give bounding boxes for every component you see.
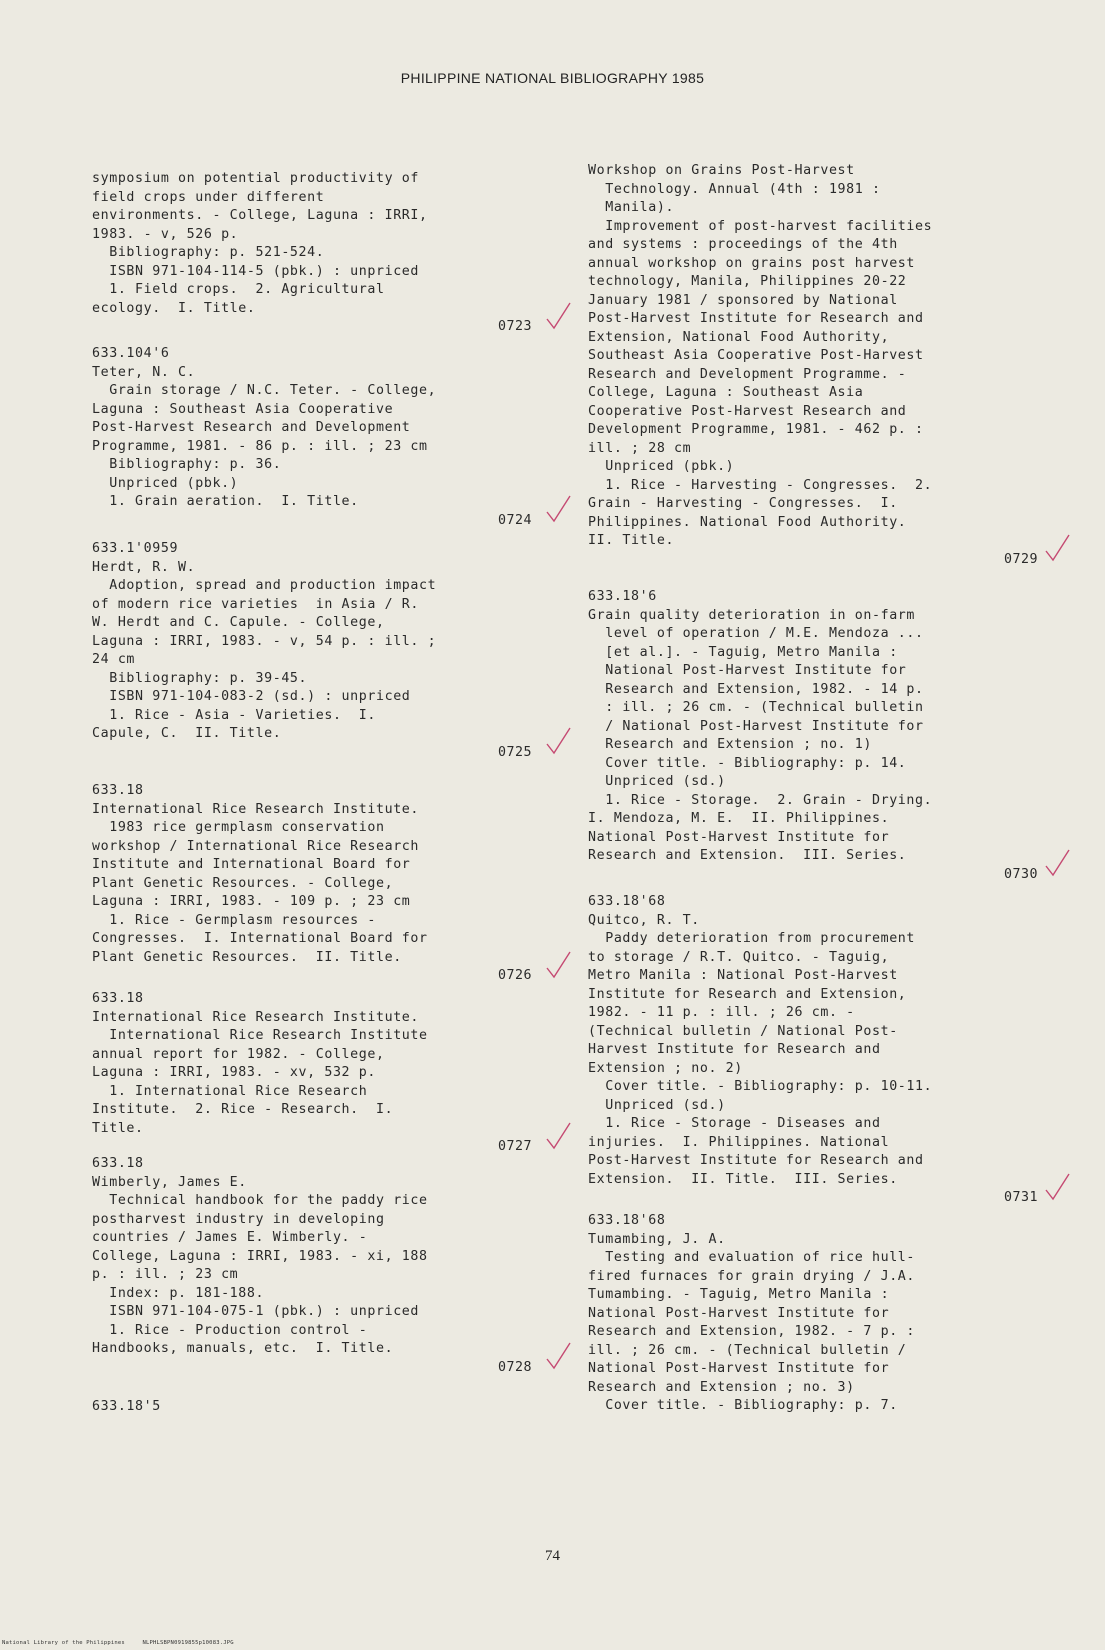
entry-line: Cooperative Post-Harvest Research and [588,403,907,419]
entry-line: Research and Extension. III. Series. [588,848,907,863]
entry-line: II. Title. [588,533,675,548]
left-entry [92,170,542,337]
entry-line: Adoption, spread and production impact [92,578,437,593]
entry-line: ill. ; 26 cm. - (Technical bulletin / [588,1342,907,1358]
entry-line: Congresses. I. International Board for [92,931,428,946]
left-entry [92,540,542,762]
accession-number: 0731 [1003,1190,1038,1205]
accession-number: 0725 [497,744,532,760]
entry-line: Teter, N. C. [92,364,196,380]
entry-line: Cover title. - Bibliography: p. 7. [588,1398,898,1413]
entry-line: National Post-Harvest Institute for [588,1361,890,1376]
page-header: PHILIPPINE NATIONAL BIBLIOGRAPHY 1985 [400,70,705,86]
footer-file-ref: NLPHLSBPN0919855p10083.JPG [142,1640,234,1646]
entry-line: ISBN 971-104-075-1 (pbk.) : unpriced [92,1304,420,1319]
entry-line: of modern rice varieties in Asia / R. [92,596,420,612]
entry-line: 633.104'6 [92,346,170,361]
entry-line: workshop / International Rice Research [92,838,420,854]
entry-line: Programme, 1981. - 86 p. : ill. ; 23 cm [92,438,428,454]
check-mark-icon [1043,1172,1071,1202]
entry-line: Bibliography: p. 36. [92,457,282,472]
entry-line: postharvest industry in developing [92,1211,385,1227]
footer-library: National Library of the Philippines [2,1640,125,1646]
accession-number: 0727 [497,1139,532,1154]
entry-line: 633.18'68 [588,1213,666,1228]
entry-line: 1. Rice - Storage - Diseases and [588,1116,881,1131]
entry-line: Extension ; no. 2) [588,1060,743,1076]
entry-line: Research and Extension, 1982. - 14 p. [588,681,924,697]
entry-line: International Rice Research Institute. [92,1009,420,1025]
right-entry [588,1212,1038,1416]
entry-line: Title. [92,1120,144,1136]
entry-line: Philippines. National Food Authority. [588,514,907,530]
entry-line: Extension. II. Title. III. Series. [588,1171,898,1187]
check-mark-icon [544,1341,572,1371]
entry-line: Tumambing. - Taguig, Metro Manila : [588,1287,890,1302]
entry-line: Cover title. - Bibliography: p. 14. [588,755,907,771]
entry-line: Wimberly, James E. [92,1174,247,1190]
entry-line: Testing and evaluation of rice hull- [588,1250,916,1265]
check-mark-icon [544,494,572,524]
entry-line: Bibliography: p. 39-45. [92,670,308,686]
entry-line: National Post-Harvest Institute for [588,663,907,678]
entry-line: Institute and International Board for [92,857,411,872]
entry-line: 633.18'6 [588,589,657,604]
check-mark-icon [1043,533,1071,563]
right-entry [588,162,1038,569]
entry-line: Index: p. 181-188. [92,1285,265,1301]
entry-line: ill. ; 28 cm [588,440,692,456]
entry-line: Harvest Institute for Research and [588,1042,881,1057]
check-mark-icon [544,301,572,331]
entry-line: W. Herdt and C. Capule. - College, [92,615,385,630]
entry-line: Research and Development Programme. - [588,366,907,382]
entry-line: Technical handbook for the paddy rice [92,1193,428,1208]
entry-line: Post-Harvest Research and Development [92,420,411,435]
check-mark-icon [1043,848,1071,878]
entry-line: to storage / R.T. Quitco. - Taguig, [588,949,890,965]
entry-line: annual workshop on grains post harvest [588,255,916,271]
entry-line: 633.18'68 [588,894,666,909]
entry-line: Herdt, R. W. [92,559,196,575]
accession-number: 0730 [1003,866,1038,882]
entry-line: field crops under different [92,189,325,205]
entry-line: Grain quality deterioration in on-farm [588,607,916,623]
entry-line: ecology. I. Title. [92,300,256,316]
footer-caption [2,1640,234,1646]
entry-line: 1. Rice - Germplasm resources - [92,912,376,928]
entry-line: Tumambing, J. A. [588,1231,726,1247]
entry-line: Unpriced (sd.) [588,1097,726,1113]
entry-line: countries / James E. Wimberly. - [92,1230,368,1245]
left-entry [92,1155,542,1377]
entry-line: Metro Manila : National Post-Harvest [588,968,898,983]
entry-line: 1. Rice - Harvesting - Congresses. 2. [588,477,933,493]
entry-line: Workshop on Grains Post-Harvest [588,163,855,178]
entry-line: Extension, National Food Authority, [588,329,890,345]
entry-line: 633.18 [92,1156,144,1171]
entry-line: I. Mendoza, M. E. II. Philippines. [588,811,890,826]
entry-line: Manila). [588,200,675,215]
entry-line: level of operation / M.E. Mendoza ... [588,626,924,641]
entry-line: 1. Field crops. 2. Agricultural [92,282,385,297]
entry-line: / National Post-Harvest Institute for [588,718,924,734]
entry-line: fired furnaces for grain drying / J.A. [588,1268,916,1284]
left-entry [92,1398,542,1417]
entry-line: Paddy deterioration from procurement [588,931,916,946]
entry-line: International Rice Research Institute [92,1028,428,1043]
entry-line: Post-Harvest Institute for Research and [588,311,924,326]
entry-line: ISBN 971-104-114-5 (pbk.) : unpriced [92,263,420,279]
left-entry [92,782,542,986]
entry-line: Bibliography: p. 521-524. [92,245,325,260]
entry-line: College, Laguna : Southeast Asia [588,385,864,400]
entry-line: Unpriced (pbk.) [588,459,735,474]
left-entry [92,345,542,530]
entry-line: and systems : proceedings of the 4th [588,237,898,252]
entry-line: College, Laguna : IRRI, 1983. - xi, 188 [92,1248,428,1264]
entry-line: Grain - Harvesting - Congresses. I. [588,496,898,511]
page-number: 74 [545,1548,560,1564]
entry-line: Research and Extension, 1982. - 7 p. : [588,1324,916,1339]
accession-number: 0724 [497,512,532,528]
entry-line: technology, Manila, Philippines 20-22 [588,274,907,289]
entry-line: Handbooks, manuals, etc. I. Title. [92,1341,394,1356]
entry-line: 633.18'5 [92,1399,161,1414]
check-mark-icon [544,726,572,756]
entry-line: International Rice Research Institute. [92,801,420,817]
entry-line: Laguna : IRRI, 1983. - v, 54 p. : ill. ; [92,633,437,649]
entry-line: Unpriced (pbk.) [92,475,239,491]
entry-line: 633.1'0959 [92,541,179,556]
entry-line: Capule, C. II. Title. [92,726,282,741]
entry-line: Research and Extension ; no. 1) [588,737,872,752]
entry-line: January 1981 / sponsored by National [588,292,898,308]
entry-line: 1983 rice germplasm conservation [92,820,385,835]
entry-line: Laguna : Southeast Asia Cooperative [92,401,394,417]
entry-line: Development Programme, 1981. - 462 p. : [588,422,924,437]
accession-number: 0729 [1003,551,1038,567]
right-entry [588,588,1038,884]
entry-line: 1983. - v, 526 p. [92,226,239,242]
entry-line: 24 cm [92,652,136,667]
entry-line: Southeast Asia Cooperative Post-Harvest [588,348,924,363]
entry-line: [et al.]. - Taguig, Metro Manila : [588,644,898,660]
entry-line: Laguna : IRRI, 1983. - 109 p. ; 23 cm [92,894,411,909]
entry-line: 633.18 [92,991,144,1006]
entry-line: National Post-Harvest Institute for [588,829,890,845]
entry-line: 1982. - 11 p. : ill. ; 26 cm. - [588,1005,855,1020]
entry-line: Research and Extension ; no. 3) [588,1379,855,1395]
entry-line: Institute. 2. Rice - Research. I. [92,1102,394,1117]
entry-line: Plant Genetic Resources. - College, [92,875,394,891]
entry-line: Unpriced (sd.) [588,774,726,789]
entry-line: 1. Rice - Production control - [92,1322,368,1338]
check-mark-icon [544,950,572,980]
accession-number: 0728 [497,1359,532,1375]
entry-line: Institute for Research and Extension, [588,986,907,1002]
entry-line: Laguna : IRRI, 1983. - xv, 532 p. [92,1065,376,1080]
entry-line: 1. Rice - Storage. 2. Grain - Drying. [588,792,933,808]
entry-line: injuries. I. Philippines. National [588,1134,890,1150]
entry-line: p. : ill. ; 23 cm [92,1267,239,1282]
left-entry [92,990,542,1157]
entry-line: ISBN 971-104-083-2 (sd.) : unpriced [92,689,411,704]
entry-line: environments. - College, Laguna : IRRI, [92,208,428,223]
entry-line: Post-Harvest Institute for Research and [588,1153,924,1168]
accession-number: 0723 [497,319,532,334]
entry-line: Quitco, R. T. [588,912,700,928]
right-entry [588,893,1038,1208]
entry-line: Grain storage / N.C. Teter. - College, [92,383,437,398]
entry-line: annual report for 1982. - College, [92,1046,385,1062]
entry-line: symposium on potential productivity of [92,171,420,186]
entry-line: Technology. Annual (4th : 1981 : [588,181,881,197]
entry-line: Plant Genetic Resources. II. Title. [92,949,402,965]
entry-line: : ill. ; 26 cm. - (Technical bulletin [588,700,924,715]
entry-line: Improvement of post-harvest facilities [588,218,933,234]
entry-line: 1. Grain aeration. I. Title. [92,494,359,509]
entry-line: 1. International Rice Research [92,1083,368,1099]
check-mark-icon [544,1121,572,1151]
entry-line: (Technical bulletin / National Post- [588,1023,898,1039]
entry-line: 1. Rice - Asia - Varieties. I. [92,707,376,723]
entry-line: Cover title. - Bibliography: p. 10-11. [588,1079,933,1094]
accession-number: 0726 [497,968,532,983]
entry-line: National Post-Harvest Institute for [588,1305,890,1321]
entry-line: 633.18 [92,783,144,798]
